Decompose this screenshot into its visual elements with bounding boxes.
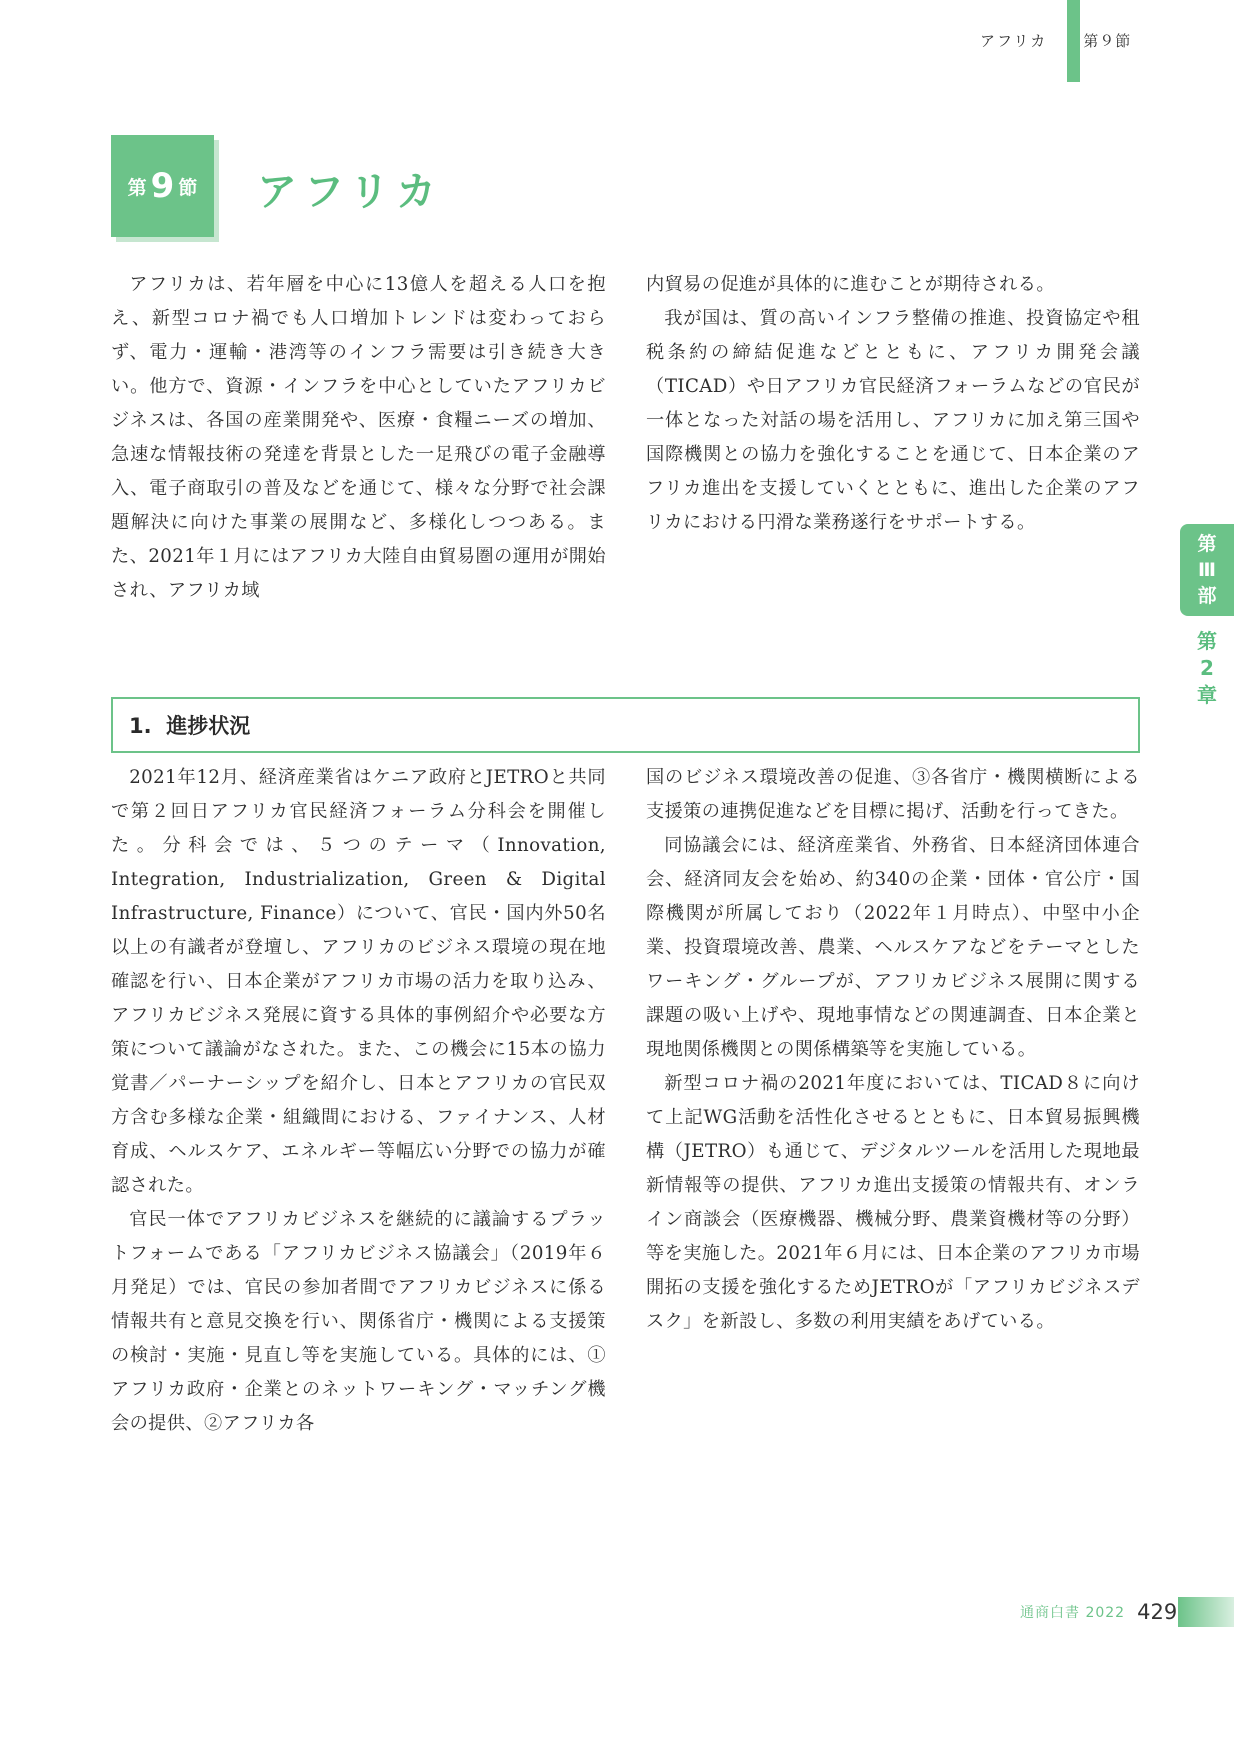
side-tab-chapter-char-3: 章 [1197,683,1217,707]
side-tab-chapter [1180,628,1234,709]
progress-right-paragraph-1: 同協議会には、経済産業省、外務省、日本経済団体連合会、経済同友会を始め、約340の企業・団体・官公庁・国際機関が所属しており（2022年１月時点）、中堅中小企業、投資環境改善、農業、ヘルスケアなどをテーマとしたワーキング・グループが、アフリカビジネス展開に関する課題の吸い上げや、現地事情などの関連調査、日本企業と現地関係機関との関係構築等を実施している。 [646,835,1140,1060]
footer-publication: 通商白書 2022 [1020,1605,1126,1621]
intro-left-paragraph-1: アフリカは、若年層を中心に13億人を超える人口を抱え、新型コロナ禍でも人口増加トレンドは変わっておらず、電力・運輸・港湾等のインフラ需要は引き続き大きい。他方で、資源・インフラを中心としていたアフリカビジネスは、各国の産業開発や、医療・食糧ニーズの増加、急速な情報技術の発達を背景とした一足飛びの電子金融導入、電子商取引の普及などを通じて、様々な分野で社会課題解決に向けた事業の展開など、多様化しつつある。また、2021年１月にはアフリカ大陸自由貿易圏の運用が開始され、アフリカ域 [111,274,606,601]
intro-left-column [111,268,606,608]
running-header [980,26,1131,54]
progress-left-paragraph-2: 官民一体でアフリカビジネスを継続的に議論するプラットフォームである「アフリカビジネス協議会」（2019年６月発足）では、官民の参加者間でアフリカビジネスに係る情報共有と意見交換を行い、関係省庁・機関による支援策の検討・実施・見直し等を実施している。具体的には、①アフリカ政府・企業とのネットワーキング・マッチング機会の提供、②アフリカ各 [111,1209,606,1434]
running-header-bar [1067,0,1080,82]
side-tab-part-char-3: 部 [1197,585,1217,607]
progress-right-column [646,761,1140,1339]
intro-right-continuation: 内貿易の促進が具体的に進むことが期待される。 [646,274,1055,295]
side-tab-part [1180,524,1234,616]
page-number: 429 [1137,1600,1178,1624]
progress-right-continuation: 国のビジネス環境改善の促進、③各省庁・機関横断による支援策の連携促進などを目標に掲げ、活動を行ってきた。 [646,767,1140,822]
progress-left-column [111,761,606,1441]
side-tab-part-char-1: 第 [1197,533,1217,555]
intro-right-column [646,268,1140,540]
section-title: アフリカ [257,168,443,215]
footer-accent-bar [1178,1597,1234,1627]
section-badge-number: 9 [150,166,175,206]
section-number-badge [111,135,214,237]
progress-left-paragraph-1: 2021年12月、経済産業省はケニア政府とJETROと共同で第２回日アフリカ官民経済フォーラム分科会を開催した。分科会では、５つのテーマ（Innovation, Integration, Industrialization, Green & Digital Infrastructure, Finance）について、官民・国内外50名以上の有識者が登壇し、アフリカのビジネス環境の現在地確認を行い、日本企業がアフリカ市場の活力を取り込み、アフリカビジネス発展に資する具体的事例紹介や必要な方策について議論がなされた。また、この機会に15本の協力覚書／パーナーシップを紹介し、日本とアフリカの官民双方含む多様な企業・組織間における、ファイナンス、人材育成、ヘルスケア、エネルギー等幅広い分野での協力が確認された。 [111,767,606,1196]
section-badge-suffix: 節 [178,176,198,199]
progress-right-paragraph-2: 新型コロナ禍の2021年度においては、TICAD８に向けて上記WG活動を活性化させるとともに、日本貿易振興機構（JETRO）も通じて、デジタルツールを活用した現地最新情報等の提供、アフリカ進出支援策の情報共有、オンライン商談会（医療機器、機械分野、農業資機材等の分野）等を実施した。2021年６月には、日本企業のアフリカ市場開拓の支援を強化するためJETROが「アフリカビジネスデスク」を新設し、多数の利用実績をあげている。 [646,1073,1140,1332]
intro-right-paragraph-1: 我が国は、質の高いインフラ整備の推進、投資協定や租税条約の締結促進などとともに、アフリカ開発会議（TICAD）や日アフリカ官民経済フォーラムなどの官民が一体となった対話の場を活用し、アフリカに加え第三国や国際機関との協力を強化することを通じて、日本企業のアフリカ進出を支援していくとともに、進出した企業のアフリカにおける円滑な業務遂行をサポートする。 [646,308,1140,533]
running-header-section-number: 第９節 [1083,31,1132,50]
section-badge-prefix: 第 [127,176,147,199]
side-tab-chapter-char-2: 2 [1200,656,1214,680]
subsection-heading [111,697,1140,753]
running-header-section-name: アフリカ [980,31,1048,50]
side-tab-chapter-char-1: 第 [1197,629,1217,653]
subsection-title: 1. 進捗状況 [129,714,251,738]
page-footer [1020,1597,1177,1627]
side-tab-part-char-2: Ⅲ [1198,559,1216,581]
